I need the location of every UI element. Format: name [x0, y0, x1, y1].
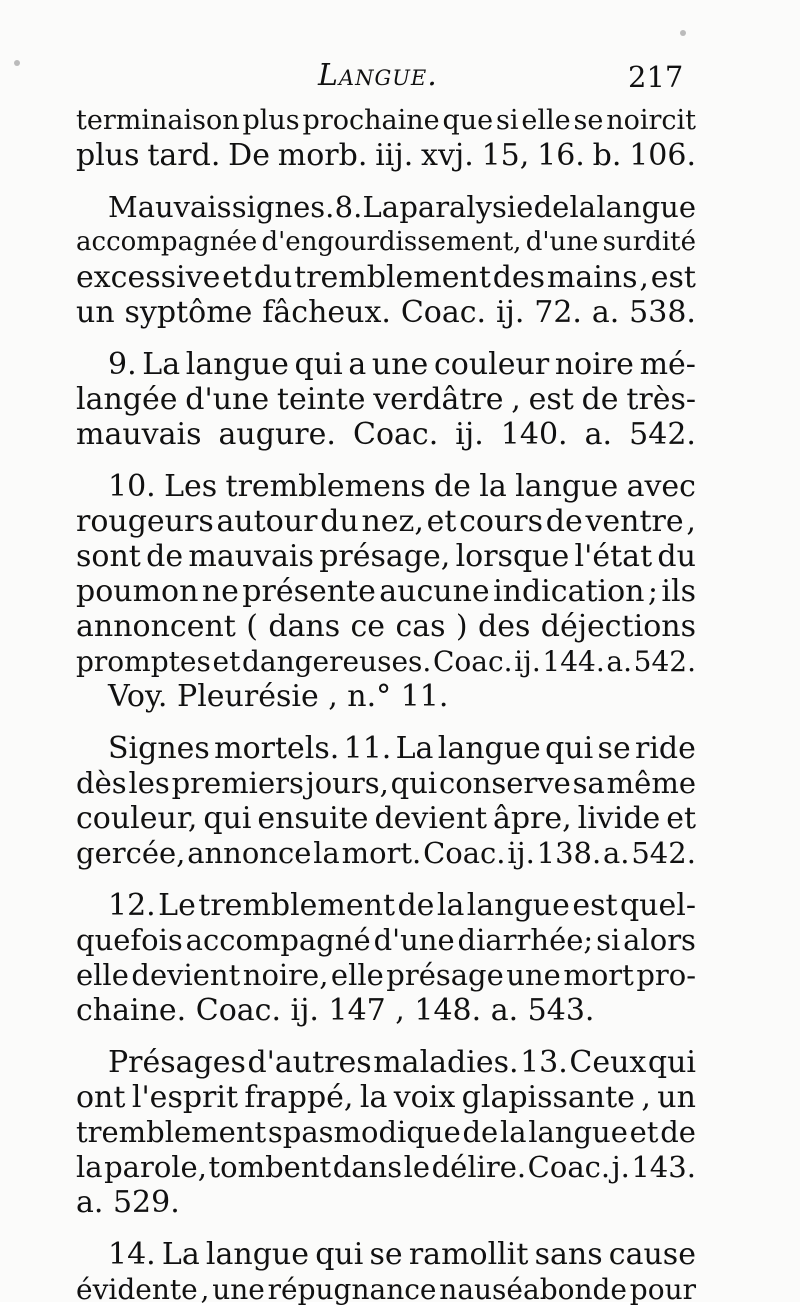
text-line: plus tard. De morb. iij. xvj. 15, 16. b. 106. — [76, 138, 696, 173]
text-line: 12. Le tremblement de la langue est quel- — [108, 888, 696, 923]
text-line: poumon ne présente aucune indication ; ils — [76, 574, 696, 609]
text-line: dès les premiers jours, qui conserve sa même — [76, 766, 696, 800]
text-line: excessive et du tremblement des mains , est — [76, 260, 696, 295]
text-line: mauvais augure. Coac. ij. 140. a. 542. — [76, 417, 696, 452]
text-line: ont l'esprit frappé, la voix glapissante , un — [76, 1080, 696, 1115]
text-line: quefois accompagné d'une diarrhée; si alors — [76, 923, 696, 957]
text-line: tremblement spasmodique de la langue et de — [76, 1115, 696, 1149]
text-line: elle devient noire, elle présage une mort pro- — [76, 958, 696, 992]
text-line: 9. La langue qui a une couleur noire mé- — [108, 347, 696, 382]
paper-speck — [14, 60, 20, 66]
paper-speck — [680, 30, 686, 36]
running-title: Langue. — [318, 58, 438, 93]
text-line: langée d'une teinte verdâtre , est de très- — [76, 382, 696, 417]
text-line: accompagnée d'engourdissement, d'une surdité — [76, 227, 696, 257]
page-body — [76, 103, 696, 1307]
text-line: gercée, annonce la mort. Coac. ij. 138. a. 542. — [76, 836, 696, 870]
text-line: annoncent ( dans ce cas ) des déjections — [76, 609, 696, 644]
text-line: un syptôme fâcheux. Coac. ij. 72. a. 538. — [76, 295, 696, 330]
text-line: rougeurs autour du nez, et cours de ventre , — [76, 504, 696, 539]
text-line: Présages d'autres maladies. 13. Ceux qui — [108, 1045, 696, 1080]
text-line: Mauvais signes. 8. La paralysie de la langue — [108, 190, 696, 224]
text-line: couleur, qui ensuite devient âpre, livide et — [76, 801, 696, 836]
text-line: chaine. Coac. ij. 147 , 148. a. 543. — [76, 993, 595, 1028]
text-line: promptes et dangereuses. Coac. ij. 144. a. 542. — [76, 645, 696, 678]
text-line: sont de mauvais présage, lorsque l'état du — [76, 539, 696, 574]
text-line: 14. La langue qui se ramollit sans cause — [108, 1237, 696, 1272]
text-line: 10. Les tremblemens de la langue avec — [108, 469, 696, 504]
text-line: la parole, tombent dans le délire. Coac. j. 143. — [76, 1150, 696, 1184]
page-number: 217 — [628, 60, 684, 94]
text-line: Voy. Pleurésie , n.° 11. — [108, 679, 449, 714]
text-line: évidente , une répugnance nauséabonde pour — [76, 1273, 696, 1306]
text-line: terminaison plus prochaine que si elle se noircit — [76, 105, 696, 136]
page-header — [0, 58, 800, 102]
text-line: a. 529. — [76, 1185, 180, 1220]
text-line: Signes mortels. 11. La langue qui se ride — [108, 731, 696, 766]
